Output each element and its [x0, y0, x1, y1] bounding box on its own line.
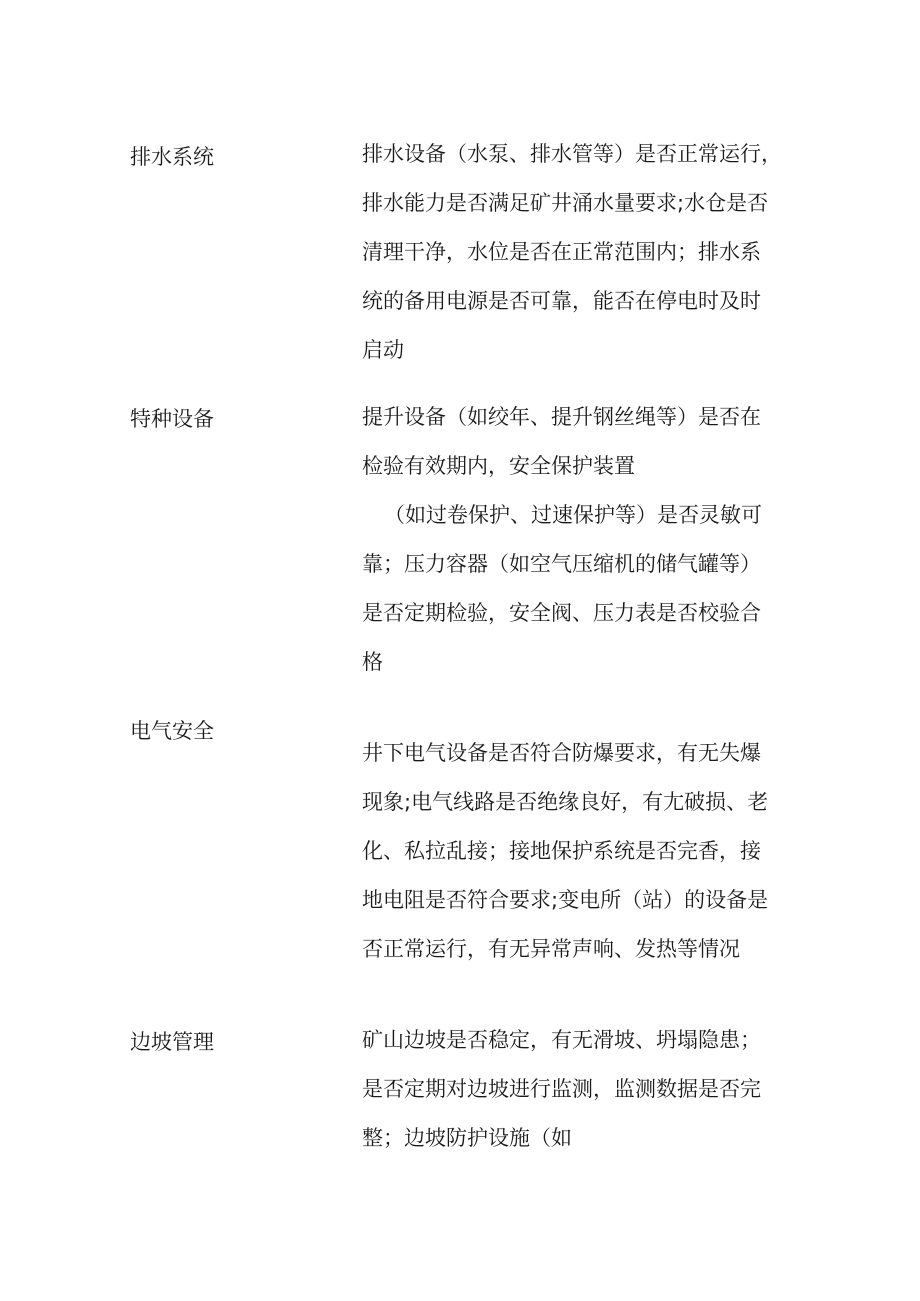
row-desc-drainage — [362, 141, 802, 363]
row-desc-slope-management — [362, 1027, 802, 1151]
row-label-electrical-safety: 电气安全 — [130, 719, 214, 743]
desc-line: 地电阻是否符合要求;变电所（站）的设备是 — [362, 888, 769, 912]
desc-line: 靠；压力容器（如空气压缩机的储气罐等） — [362, 552, 761, 576]
desc-line: 格 — [362, 650, 383, 674]
row-desc-electrical-safety — [362, 740, 802, 962]
desc-line: 检验有效期内，安全保护装置 — [362, 454, 635, 478]
desc-line: 排水设备（水泵、排水管等）是否正常运行， — [362, 142, 782, 166]
desc-line: 排水能力是否满足矿井涌水量要求;水仓是否 — [362, 191, 769, 215]
row-label-drainage: 排水系统 — [130, 145, 214, 169]
desc-line: 整；边坡防护设施（如 — [362, 1126, 572, 1150]
desc-line: 清理干净，水位是否在正常范围内；排水系 — [362, 240, 761, 264]
desc-line: 否正常运行，有无异常声响、发热等情况 — [362, 937, 740, 961]
desc-line: 井下电气设备是否符合防爆要求，有无失爆 — [362, 741, 761, 765]
desc-line: 是否定期检验，安全阀、压力表是否校验合 — [362, 601, 761, 625]
desc-line: 矿山边坡是否稳定，有无滑坡、坍塌隐患； — [362, 1028, 761, 1052]
desc-line: 提升设备（如绞年、提升钢丝绳等）是否在 — [362, 405, 761, 429]
row-label-slope-management: 边坡管理 — [130, 1030, 214, 1054]
desc-line: 是否定期对边坡进行监测，监测数据是否完 — [362, 1077, 761, 1101]
desc-line: 统的备用电源是否可靠，能否在停电时及时 — [362, 289, 761, 313]
row-desc-special-equipment — [362, 404, 802, 675]
row-label-special-equipment: 特种设备 — [130, 407, 214, 431]
desc-line: 现象;电气线路是否绝缘良好，有尢破损、老 — [362, 790, 769, 814]
desc-line: （如过卷保护、过速保护等）是否灵敏可 — [384, 503, 762, 527]
desc-line: 化、私拉乱接；接地保护系统是否完香，接 — [362, 839, 761, 863]
desc-line: 启动 — [362, 338, 404, 362]
